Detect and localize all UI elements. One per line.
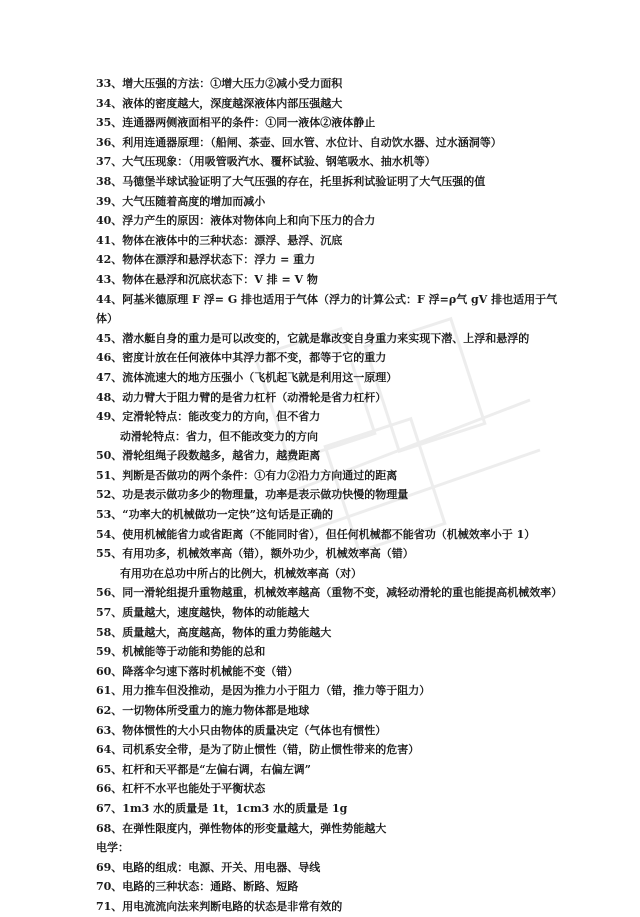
note-line: 54、使用机械能省力或省距离（不能同时省），但任何机械都不能省功（机械效率小于 1） (96, 527, 536, 541)
note-line: 49、定滑轮特点：能改变力的方向，但不省力 (96, 410, 321, 424)
note-line: 69、电路的组成：电源、开关、用电器、导线 (96, 860, 321, 874)
note-line: 36、利用连通器原理：（船闸、茶壶、回水管、水位计、自动饮水器、过水涵洞等） (96, 135, 502, 149)
note-line: 42、物体在漂浮和悬浮状态下：浮力 = 重力 (96, 253, 316, 267)
section-heading: 电学： (96, 841, 129, 855)
note-line: 34、液体的密度越大，深度越深液体内部压强越大 (96, 96, 343, 110)
note-line: 48、动力臂大于阻力臂的是省力杠杆（动滑轮是省力杠杆） (96, 390, 387, 404)
note-line: 58、质量越大，高度越高，物体的重力势能越大 (96, 625, 332, 639)
note-line-indented: 有用功在总功中所占的比例大，机械效率高（对） (120, 566, 362, 580)
notes-list (96, 74, 566, 917)
note-line: 33、增大压强的方法：①增大压力②减小受力面积 (96, 77, 343, 90)
note-line: 57、质量越大，速度越快，物体的动能越大 (96, 606, 310, 620)
note-line: 52、功是表示做功多少的物理量，功率是表示做功快慢的物理量 (96, 488, 409, 502)
note-line: 64、司机系安全带，是为了防止惯性（错，防止惯性带来的危害） (96, 743, 420, 757)
note-line: 68、在弹性限度内，弹性物体的形变量越大，弹性势能越大 (96, 821, 387, 835)
note-line: 67、1m3 水的质量是 1t，1cm3 水的质量是 1g (96, 801, 348, 815)
note-line: 37、大气压现象：（用吸管吸汽水、覆杯试验、钢笔吸水、抽水机等） (96, 155, 436, 169)
note-line: 46、密度计放在任何液体中其浮力都不变，都等于它的重力 (96, 351, 387, 365)
note-line: 44、阿基米德原理 F 浮= G 排也适用于气体（浮力的计算公式：F 浮=ρ气 gV 排也适用于气体） (96, 292, 558, 326)
note-line: 39、大气压随着高度的增加而减小 (96, 194, 266, 208)
note-line: 62、一切物体所受重力的施力物体都是地球 (96, 704, 310, 717)
note-line: 70、电路的三种状态：通路、断路、短路 (96, 880, 299, 894)
note-line: 60、降落伞匀速下落时机械能不变（错） (96, 664, 299, 678)
note-line: 65、杠杆和天平都是“左偏右调，右偏左调” (96, 762, 311, 776)
note-line: 41、物体在液体中的三种状态：漂浮、悬浮、沉底 (96, 233, 343, 247)
note-line: 50、滑轮组绳子段数越多，越省力，越费距离 (96, 449, 321, 463)
note-line: 56、同一滑轮组提升重物越重，机械效率越高（重物不变，减轻动滑轮的重也能提高机械效率） (96, 586, 563, 600)
note-line: 55、有用功多，机械效率高（错），额外功少，机械效率高（错） (96, 547, 414, 561)
note-line: 45、潜水艇自身的重力是可以改变的，它就是靠改变自身重力来实现下潜、上浮和悬浮的 (96, 331, 530, 345)
note-line: 66、杠杆不水平也能处于平衡状态 (96, 782, 266, 796)
note-line: 40、浮力产生的原因：液体对物体向上和向下压力的合力 (96, 214, 376, 228)
note-line-indented: 动滑轮特点：省力，但不能改变力的方向 (120, 429, 318, 443)
note-line: 63、物体惯性的大小只由物体的质量决定（气体也有惯性） (96, 723, 387, 737)
note-line: 59、机械能等于动能和势能的总和 (96, 645, 266, 659)
note-line: 38、马德堡半球试验证明了大气压强的存在，托里拆利试验证明了大气压强的值 (96, 174, 486, 188)
note-line: 53、“功率大的机械做功一定快”这句话是正确的 (96, 508, 333, 522)
note-line: 47、流体流速大的地方压强小（飞机起飞就是利用这一原理） (96, 370, 398, 384)
note-line: 51、判断是否做功的两个条件：①有力②沿力方向通过的距离 (96, 468, 398, 482)
note-line: 35、连通器两侧液面相平的条件：①同一液体②液体静止 (96, 116, 376, 130)
note-line: 43、物体在悬浮和沉底状态下：V 排 = V 物 (96, 272, 318, 286)
note-line: 61、用力推车但没推动，是因为推力小于阻力（错，推力等于阻力） (96, 684, 431, 698)
note-line: 71、用电流流向法来判断电路的状态是非常有效的 (96, 899, 343, 913)
